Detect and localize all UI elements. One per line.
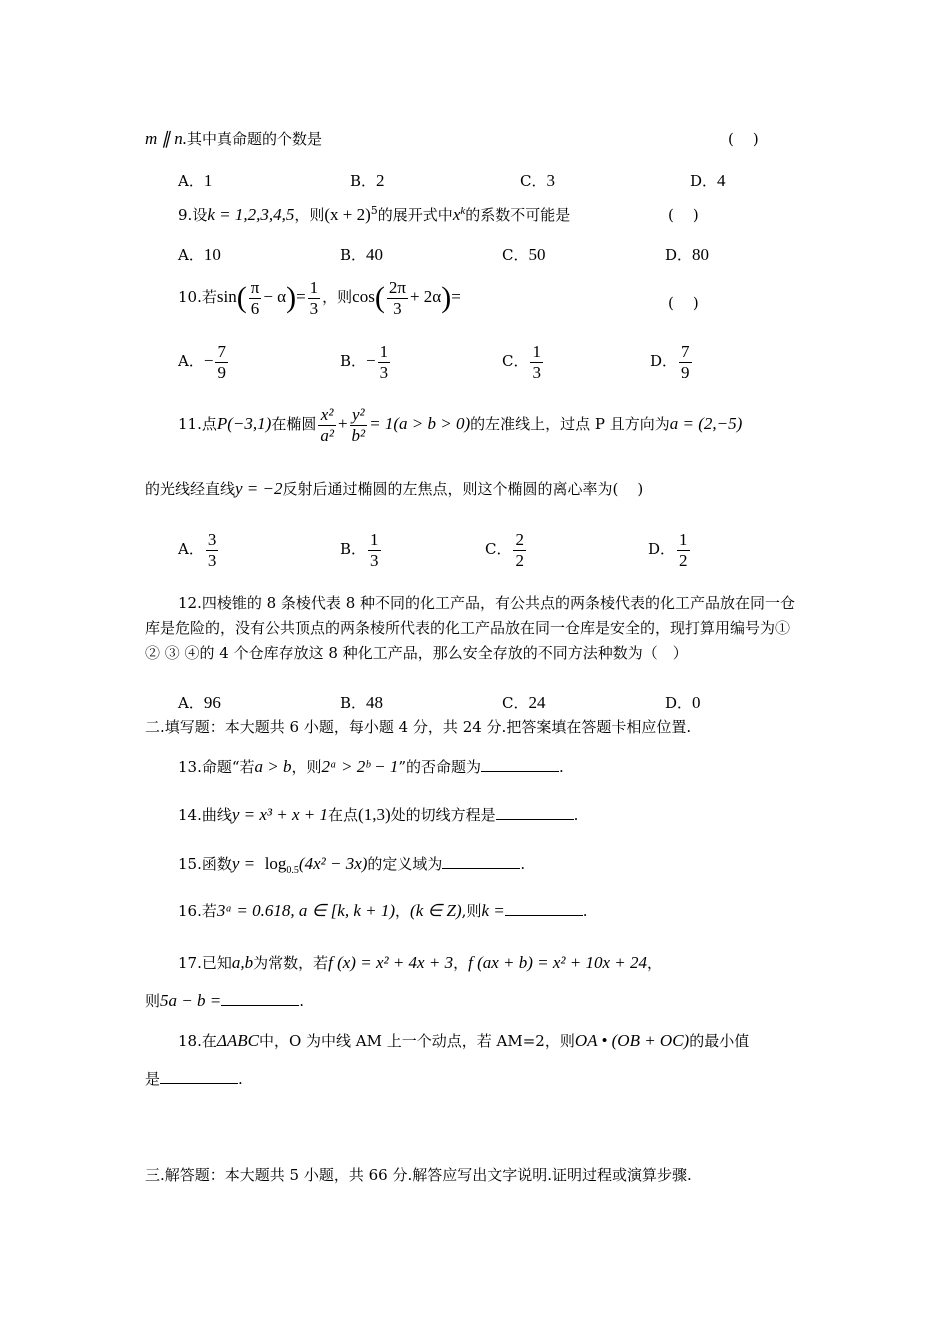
q9-stem: 9.设k = 1,2,3,4,5，则$(x + 2)^5$的展开式中$x^k$的系数不可能是	[178, 204, 571, 224]
q8-option-a: A．1	[178, 171, 213, 190]
q12-option-d: D．0	[665, 693, 701, 712]
q12-stem: 12.四棱锥的 8 条棱代表 8 种不同的化工产品，有公共点的两条棱代表的化工产品放在同一仓库是危险的，没有公共顶点的两条棱所代表的化工产品放在同一仓库是安全的，现打算用编号为① ② ③ ④的 4 个仓库存放这 8 种化工产品，那么安全存放的不同方法种数为（ ）	[145, 594, 796, 662]
q8-tail-text: 其中真命题的个数是	[187, 130, 323, 148]
q9-option-b: B．40	[340, 245, 384, 264]
q8-tail-math: m ∥ n.	[145, 129, 188, 148]
q12-option-b: B．48	[340, 693, 384, 712]
q17: 17.已知a,b为常数，若f (x) = x² + 4x + 3，f (ax + b) = x² + 10x + 24，	[178, 953, 663, 972]
q14-answer-blank[interactable]	[496, 805, 574, 820]
q13: 13.命题“若a > b，则2ᵃ > 2ᵇ − 1”的否命题为 .	[178, 757, 564, 776]
q10-option-a: A．− $\frac{7}{9}$	[178, 342, 226, 382]
q8-option-c: C．3	[520, 171, 555, 190]
q11-option-d: D． $\frac{1}{2}$	[648, 530, 688, 570]
q18-answer-blank[interactable]	[160, 1069, 238, 1084]
q9-option-c: C．50	[502, 245, 546, 264]
q11-option-b: B． $\frac{1}{3}$	[340, 530, 379, 570]
q15: 15.函数$y = \log_{0.5}(4x^2 - 3x)$的定义域为 .	[178, 854, 526, 876]
q10-option-b: B．− $\frac{1}{3}$	[340, 342, 389, 382]
section-3-heading: 三.解答题：本大题共 5 小题，共 66 分.解答应写出文字说明.证明过程或演算步骤.	[145, 1166, 692, 1184]
q10-answer-bracket: ( )	[668, 294, 701, 312]
q9-option-a: A．10	[178, 245, 221, 264]
section-2-heading: 二.填写题：本大题共 6 小题，每小题 4 分，共 24 分.把答案填在答题卡相应位置.	[145, 718, 692, 736]
q17-line2: 则5a − b = .	[145, 991, 304, 1010]
q15-answer-blank[interactable]	[442, 854, 520, 869]
q12-option-a: A．96	[178, 693, 221, 712]
q10-frac-one-third: $\frac{1}{3}$	[309, 278, 319, 318]
q14: 14.曲线y = x³ + x + 1在点(1,3)处的切线方程是 .	[178, 805, 579, 824]
q10-frac-pi6: $\frac{\pi}{6}$	[250, 278, 260, 318]
q11-option-a: A． $\frac{3}{3}$	[178, 530, 217, 570]
q10-option-c: C． $\frac{1}{3}$	[502, 342, 541, 382]
q16: 16.若3ᵃ = 0.618, a ∈ [k, k + 1)，(k ∈ Z),则k = .	[178, 901, 588, 920]
q16-answer-blank[interactable]	[505, 901, 583, 916]
q10-option-d: D． $\frac{7}{9}$	[650, 342, 690, 382]
q8-option-b: B．2	[350, 171, 385, 190]
q18: 18.在ΔABC中，O 为中线 AM 上一个动点，若 AM=2，则OA • (OB + OC)的最小值	[178, 1031, 750, 1050]
q8-stem	[145, 128, 322, 149]
q8-option-d: D．4	[690, 171, 726, 190]
q10-stem: 10.若sin( $\frac{\pi}{6}$ − α)= $\frac{1}{3}$ ，则cos( $\frac{2\pi}{3}$ + 2α)=	[178, 278, 461, 318]
q17-answer-blank[interactable]	[221, 991, 299, 1006]
q11-stem-line2: 的光线经直线y = −2反射后通过椭圆的左焦点，则这个椭圆的离心率为( )	[145, 479, 646, 498]
q11-stem: 11.点P(−3,1)在椭圆 $\frac{\text{x²}}{\text{a²}}$ + $\frac{\text{y²}}{\text{b²}}$ = 1(a > b > 0)的左准线上，过点 P 且方向为a = (2,−5)	[178, 405, 743, 445]
q13-answer-blank[interactable]	[481, 757, 559, 772]
q9-answer-bracket: ( )	[668, 206, 701, 224]
q18-line2: 是 .	[145, 1070, 243, 1088]
q11-option-c: C． $\frac{2}{2}$	[485, 530, 524, 570]
q9-option-d: D．80	[665, 245, 710, 264]
q8-answer-bracket: ( )	[728, 130, 761, 148]
q12-option-c: C．24	[502, 693, 546, 712]
q10-frac-2pi3: $\frac{2\pi}{3}$	[388, 278, 406, 318]
